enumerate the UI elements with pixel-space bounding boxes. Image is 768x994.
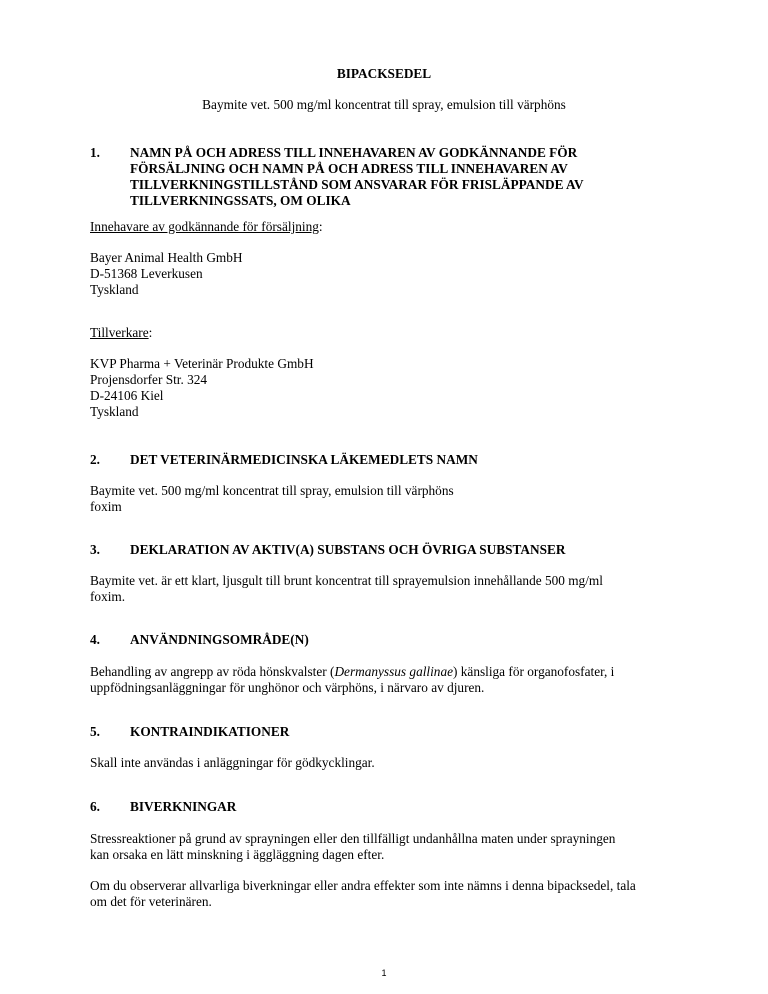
manufacturer-label-line: Tillverkare: [90,325,153,340]
address-line: Tyskland [90,282,139,297]
section-1-heading-line: TILLVERKNINGSTILLSTÅND SOM ANSVARAR FÖR FRISLÄPPANDE AV [130,177,584,192]
address-line: Tyskland [90,404,139,419]
address-line: KVP Pharma + Veterinär Produkte GmbH [90,356,314,371]
section-5-body [90,755,690,771]
section-3-body [90,573,690,605]
section-1-number: 1. [90,145,100,160]
section-4-number: 4. [90,632,100,647]
section-2-number: 2. [90,452,100,467]
body-text: Behandling av angrepp av röda hönskvalster ( [90,664,335,679]
holder-label-line: Innehavare av godkännande för försäljning: [90,219,323,234]
body-line: Skall inte användas i anläggningar för gödkycklingar. [90,755,375,770]
body-line [90,664,690,680]
document-subtitle: Baymite vet. 500 mg/ml koncentrat till spray, emulsion till värphöns [202,97,566,112]
section-4-heading-text: ANVÄNDNINGSOMRÅDE(N) [130,632,309,647]
section-4-body [90,664,690,696]
body-line: Stressreaktioner på grund av sprayningen eller den tillfälligt undanhållna maten under sprayningen [90,831,616,846]
address-line: D-24106 Kiel [90,388,164,403]
section-1-heading-line: TILLVERKNINGSSATS, OM OLIKA [130,193,351,208]
species-name: Dermanyssus gallinae [334,664,454,679]
body-line: om det för veterinären. [90,894,212,909]
address-line: Bayer Animal Health GmbH [90,250,243,265]
section-1-heading-line: NAMN PÅ OCH ADRESS TILL INNEHAVAREN AV GODKÄNNANDE FÖR [130,145,578,160]
section-6-number: 6. [90,799,100,814]
address-line: D-51368 Leverkusen [90,266,203,281]
manufacturer-label: Tillverkare [90,325,149,340]
section-2-body [90,483,690,515]
body-text: ) känsliga för organofosfater, i [453,664,615,679]
page-number: 1 [381,968,387,978]
body-line: kan orsaka en lätt minskning i äggläggning dagen efter. [90,847,385,862]
manufacturer-address [90,356,690,420]
body-line: foxim [90,499,122,514]
section-5-heading-text: KONTRAINDIKATIONER [130,724,290,739]
document-title: BIPACKSEDEL [336,66,432,81]
section-6-heading-text: BIVERKNINGAR [130,799,237,814]
holder-label: Innehavare av godkännande för försäljning [90,219,319,234]
section-2-heading-text: DET VETERINÄRMEDICINSKA LÄKEMEDLETS NAMN [130,452,478,467]
body-line: Baymite vet. 500 mg/ml koncentrat till spray, emulsion till värphöns [90,483,454,498]
section-6-para-2 [90,878,690,910]
holder-address [90,250,690,298]
section-5-number: 5. [90,724,100,739]
body-line: Om du observerar allvarliga biverkningar eller andra effekter som inte nämns i denna bipacksedel, tala [90,878,636,893]
section-3-number: 3. [90,542,100,557]
body-line: foxim. [90,589,126,604]
section-3-heading-text: DEKLARATION AV AKTIV(A) SUBSTANS OCH ÖVRIGA SUBSTANSER [130,542,566,557]
body-line: uppfödningsanläggningar för unghönor och värphöns, i närvaro av djuren. [90,680,485,695]
body-line: Baymite vet. är ett klart, ljusgult till brunt koncentrat till sprayemulsion innehållande 500 mg/ml [90,573,603,588]
address-line: Projensdorfer Str. 324 [90,372,208,387]
section-6-para-1 [90,831,690,863]
section-1-heading-line: FÖRSÄLJNING OCH NAMN PÅ OCH ADRESS TILL INNEHAVAREN AV [130,161,568,176]
